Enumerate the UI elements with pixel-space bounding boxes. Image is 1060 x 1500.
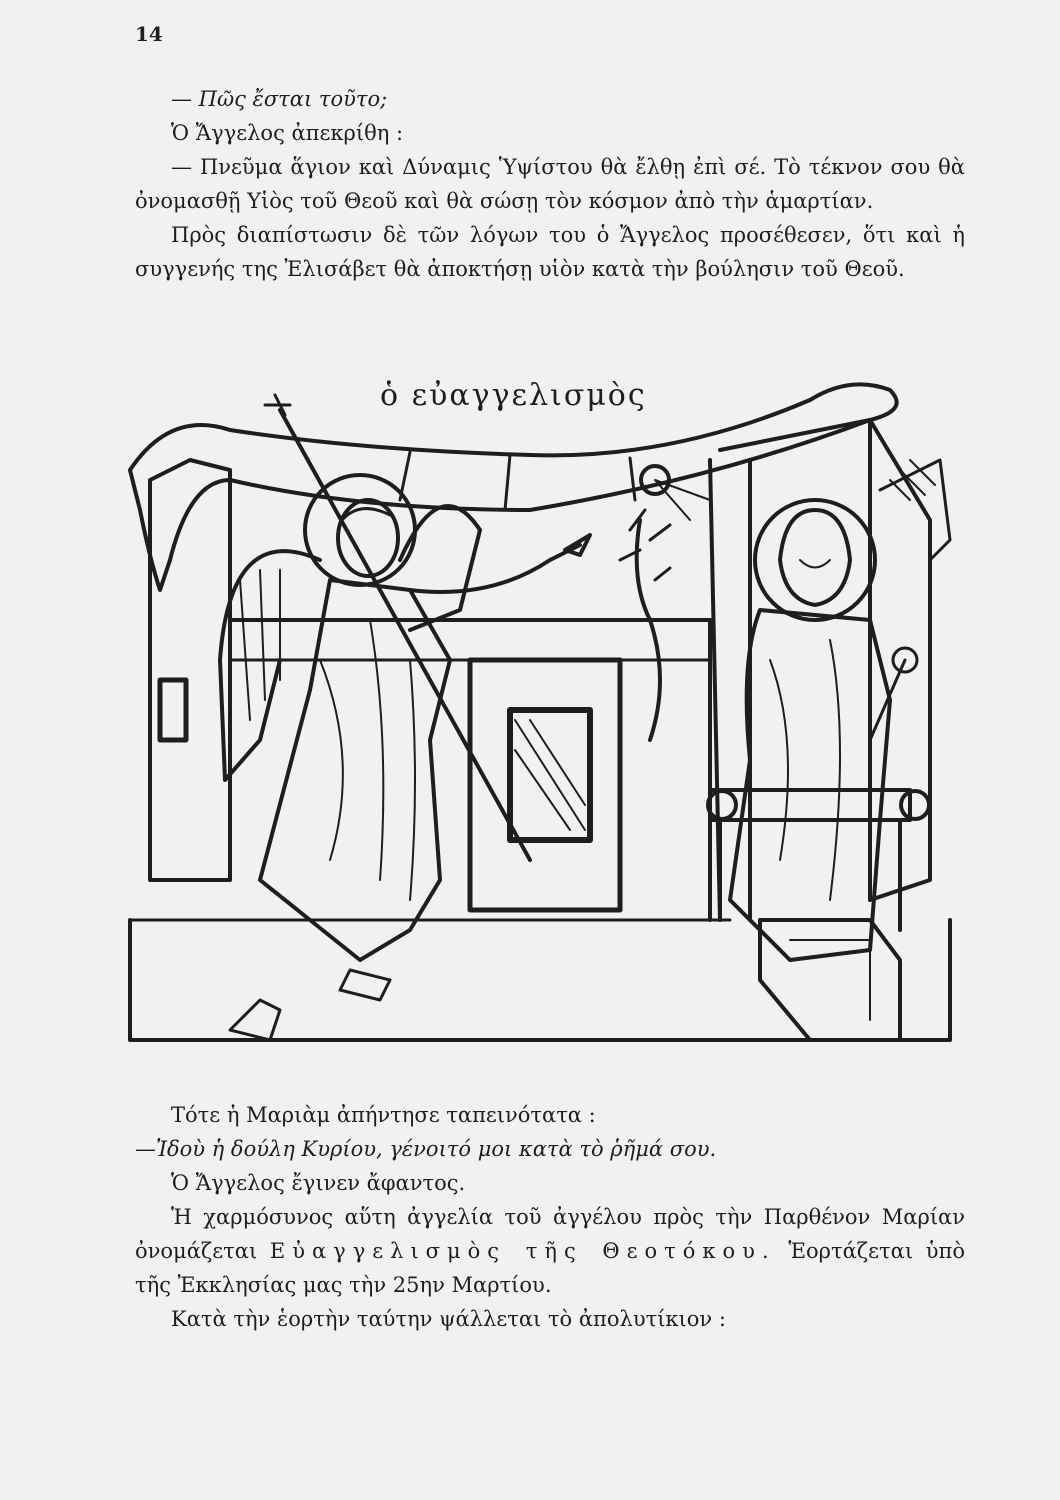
- mary-robe: [730, 610, 890, 960]
- angel-speech-paragraph: — Πνεῦμα ἅγιον καὶ Δύναμις Ὑψίστου θὰ ἔλθῃ ἐπὶ σέ. Τὸ τέκνον σου θὰ ὀνομασθῇ Υἱὸς τοῦ Θεοῦ καὶ θὰ σώσῃ τὸν κόσμον ἀπὸ τὴν ἁμαρτίαν.: [135, 155, 965, 213]
- plant-stem: [637, 520, 660, 740]
- mary-reply-line: —Ἰδοὺ ἡ δούλη Κυρίου, γένοιτό μοι κατὰ τὸ ῥῆμά σου.: [135, 1137, 717, 1161]
- angel-arm: [410, 545, 580, 592]
- icon-title: ὁ εὐαγγελισμὸς: [380, 378, 647, 413]
- annunciation-illustration: [110, 360, 970, 1060]
- feast-paragraph: [135, 1200, 965, 1302]
- bottom-text-block: [135, 1098, 965, 1336]
- angel-wing-right: [400, 506, 480, 630]
- left-building: [150, 460, 230, 880]
- elisabeth-paragraph: Πρὸς διαπίστωσιν δὲ τῶν λόγων του ὁ Ἄγγελος προσέθεσεν, ὅτι καὶ ἡ συγγενής της Ἐλισάβετ θὰ ἀποκτήσῃ υἱὸν κατὰ τὴν βούλησιν τοῦ Θεοῦ.: [135, 223, 965, 281]
- mary-answered-line: Τότε ἡ Μαριὰμ ἀπήντησε ταπεινότατα :: [171, 1103, 596, 1127]
- question-line: — Πῶς ἔσται τοῦτο;: [171, 87, 388, 111]
- feast-name: Εὐαγγελισμὸς τῆς Θεοτόκου.: [269, 1239, 776, 1263]
- feast-paragraph-start: Ἡ χαρμόσυνος αὕτη ἀγγελία τοῦ ἀγγέλου πρὸς τὴν Παρθένον Μαρίαν ὀνομάζεται: [135, 1205, 965, 1263]
- right-column: [710, 460, 750, 920]
- feast-paragraph-end: Ἑορτάζεται ὑπὸ τῆς Ἐκκλησίας μας τὴν 25ην Μαρτίου.: [135, 1239, 965, 1297]
- angel-vanished-line: Ὁ Ἄγγελος ἔγινεν ἄφαντος.: [171, 1171, 466, 1195]
- page-number: 14: [135, 22, 163, 46]
- angel-answered-line: Ὁ Ἄγγελος ἀπεκρίθη :: [171, 121, 404, 145]
- mary-halo: [755, 500, 875, 620]
- angel-robe: [260, 580, 450, 960]
- top-text-block: [135, 82, 965, 286]
- footstool: [760, 920, 900, 1040]
- angel-wing-left: [220, 551, 320, 780]
- ground-frame: [130, 920, 950, 1040]
- apolytikion-line: Κατὰ τὴν ἑορτὴν ταύτην ψάλλεται τὸ ἀπολυτίκιον :: [171, 1307, 726, 1331]
